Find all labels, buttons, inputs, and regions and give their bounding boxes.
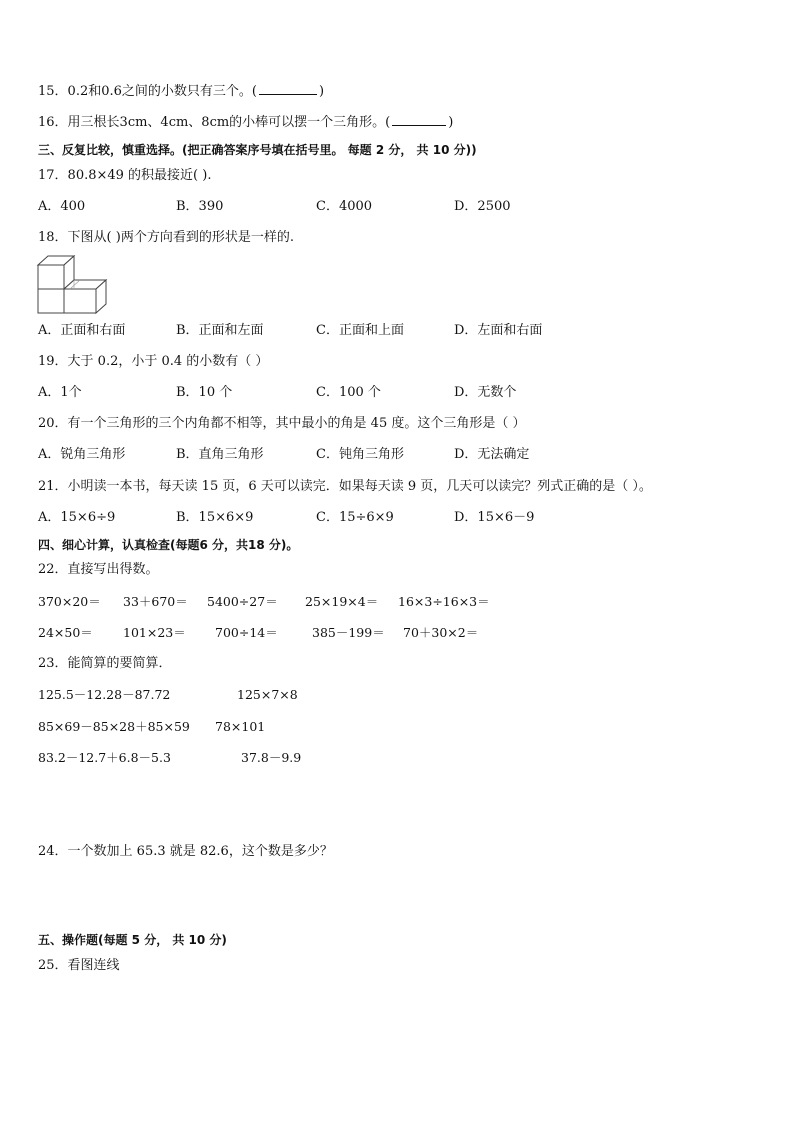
q16-close: ) <box>448 115 454 130</box>
q18-option-c[interactable]: C．正面和上面 <box>316 323 404 338</box>
q18-option-d[interactable]: D．左面和右面 <box>454 323 543 338</box>
q15-answer-blank[interactable] <box>259 82 317 95</box>
q18-option-b[interactable]: B．正面和左面 <box>176 323 264 338</box>
q20-option-b[interactable]: B．直角三角形 <box>176 447 264 462</box>
q23-item-3: 85×69－85×28＋85×59 <box>38 719 190 734</box>
q22-r1-c2: 33＋670＝ <box>123 594 188 609</box>
q22-r2-c2: 101×23＝ <box>123 625 186 640</box>
question-19: 19．大于 0.2，小于 0.4 的小数有（ ） <box>38 354 269 369</box>
q22-r1-c1: 370×20＝ <box>38 594 101 609</box>
q23-item-1: 125.5－12.28－87.72 <box>38 687 171 702</box>
q17-option-c[interactable]: C．4000 <box>316 199 373 214</box>
question-22: 22．直接写出得数。 <box>38 562 159 577</box>
question-15 <box>38 82 324 101</box>
question-18: 18．下图从( )两个方向看到的形状是一样的. <box>38 230 294 245</box>
q16-text: 16．用三根长3cm、4cm、8cm的小棒可以摆一个三角形。( <box>38 115 391 130</box>
q17-option-b[interactable]: B．390 <box>176 199 224 214</box>
q15-text: 15．0.2和0.6之间的小数只有三个。( <box>38 84 257 99</box>
q21-option-c[interactable]: C．15÷6×9 <box>316 510 394 525</box>
q19-option-c[interactable]: C．100 个 <box>316 385 381 400</box>
q21-option-d[interactable]: D．15×6－9 <box>454 510 535 525</box>
section-4-heading: 四、细心计算，认真检查(每题6 分，共18 分)。 <box>38 538 299 552</box>
section-3-heading: 三、反复比较，慎重选择。(把正确答案序号填在括号里。 每题 2 分， 共 10 分)) <box>38 143 477 157</box>
q15-close: ) <box>318 84 325 99</box>
q22-r2-c4: 385－199＝ <box>312 625 385 640</box>
question-16 <box>38 113 453 132</box>
q22-r2-c5: 70＋30×2＝ <box>403 625 479 640</box>
q21-option-a[interactable]: A．15×6÷9 <box>38 510 116 525</box>
q23-item-6: 37.8－9.9 <box>241 750 302 765</box>
question-23: 23．能简算的要简算． <box>38 656 172 671</box>
cube-stack-figure <box>36 253 110 315</box>
q22-r1-c3: 5400÷27＝ <box>207 594 278 609</box>
question-20: 20．有一个三角形的三个内角都不相等，其中最小的角是 45 度。这个三角形是（ ） <box>38 416 526 431</box>
q20-option-d[interactable]: D．无法确定 <box>454 447 530 462</box>
question-25: 25．看图连线 <box>38 958 120 973</box>
question-24: 24．一个数加上 65.3 就是 82.6，这个数是多少？ <box>38 844 333 859</box>
q19-option-b[interactable]: B．10 个 <box>176 385 233 400</box>
q22-r1-c5: 16×3÷16×3＝ <box>398 594 490 609</box>
q23-item-5: 83.2－12.7＋6.8－5.3 <box>38 750 171 765</box>
q22-r1-c4: 25×19×4＝ <box>305 594 379 609</box>
q19-option-d[interactable]: D．无数个 <box>454 385 517 400</box>
q17-option-a[interactable]: A．400 <box>38 199 86 214</box>
q18-option-a[interactable]: A．正面和右面 <box>38 323 126 338</box>
q23-item-4: 78×101 <box>215 719 266 734</box>
q22-r2-c3: 700÷14＝ <box>215 625 278 640</box>
q16-answer-blank[interactable] <box>392 113 446 126</box>
q20-option-a[interactable]: A．锐角三角形 <box>38 447 126 462</box>
q21-option-b[interactable]: B．15×6×9 <box>176 510 254 525</box>
q23-item-2: 125×7×8 <box>237 687 298 702</box>
q19-option-a[interactable]: A．1个 <box>38 385 82 400</box>
section-5-heading: 五、操作题(每题 5 分， 共 10 分) <box>38 933 227 947</box>
q20-option-c[interactable]: C．钝角三角形 <box>316 447 404 462</box>
question-17: 17．80.8×49 的积最接近( ). <box>38 168 212 183</box>
question-21: 21．小明读一本书，每天读 15 页，6 天可以读完．如果每天读 9 页，几天可以读完？列式正确的是（ ）。 <box>38 479 652 494</box>
q17-option-d[interactable]: D．2500 <box>454 199 511 214</box>
q22-r2-c1: 24×50＝ <box>38 625 93 640</box>
